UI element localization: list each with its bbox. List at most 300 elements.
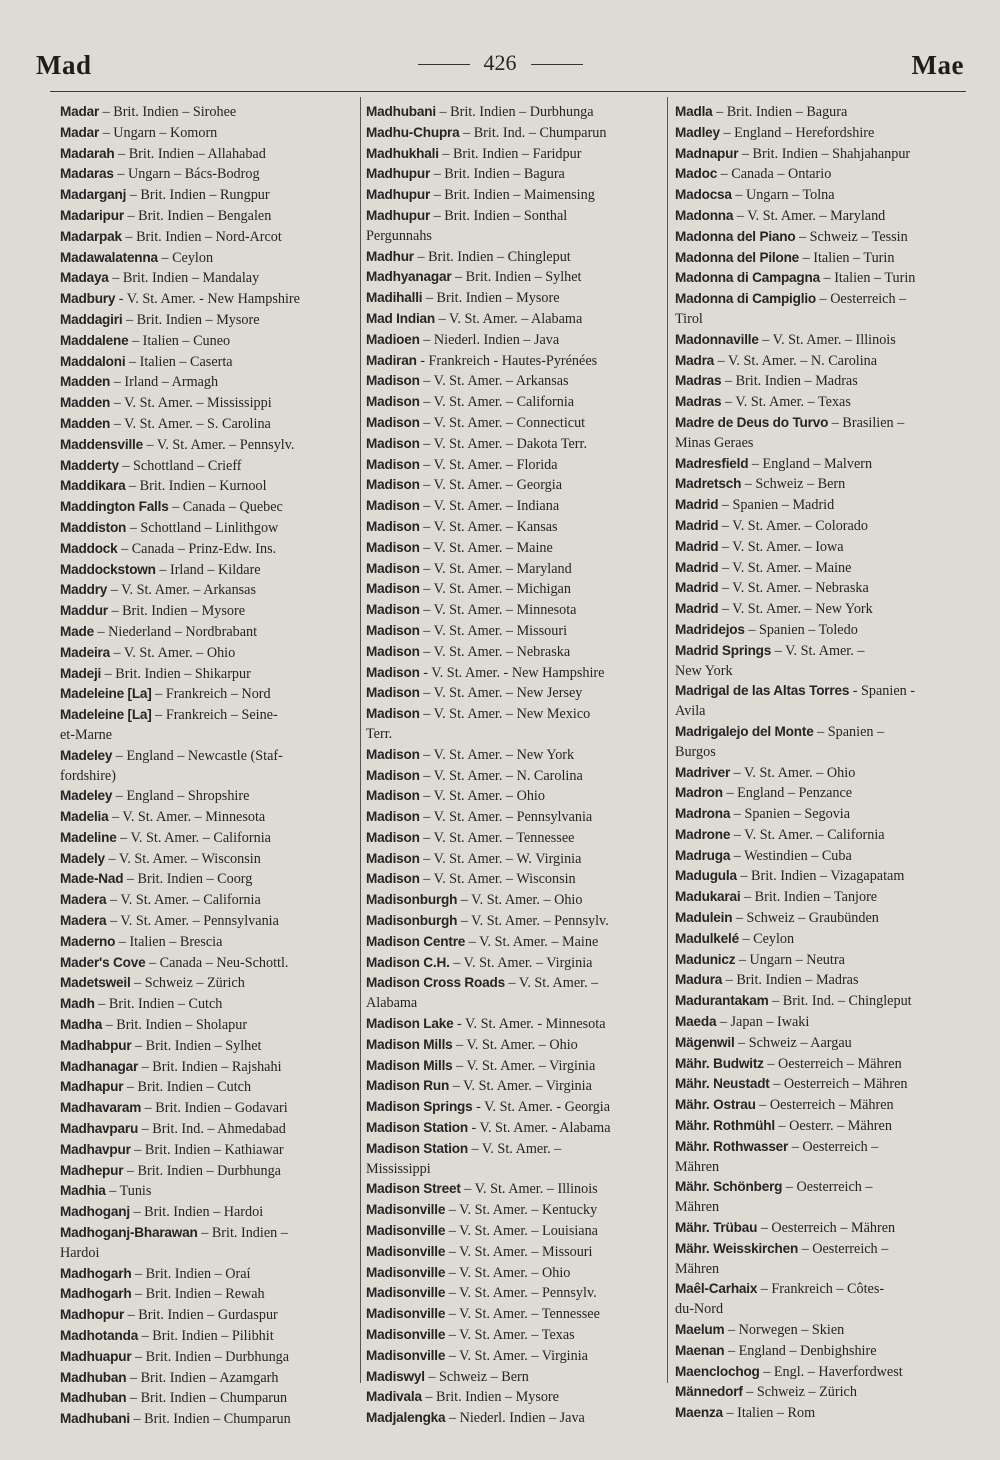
- entry-location: – V. St. Amer. – Illinois: [460, 1181, 598, 1198]
- entry-location: - V. St. Amer. - Minnesota: [453, 1016, 606, 1033]
- gazetteer-entry: [60, 289, 356, 310]
- gazetteer-entry: [366, 932, 662, 953]
- entry-location: – Oesterreich – Mähren: [755, 1097, 894, 1114]
- entry-headword: Madarah: [60, 145, 115, 161]
- entry-headword: Madison: [366, 706, 420, 722]
- entry-headword: Madriver: [675, 764, 731, 780]
- entry-location: – Italien – Turin: [820, 270, 916, 287]
- entry-headword: Madison: [366, 746, 420, 762]
- entry-location: – Brit. Indien –: [197, 1225, 288, 1242]
- gazetteer-entry: [675, 1137, 971, 1178]
- entry-location: – V. St. Amer. – Pennsylv.: [445, 1285, 597, 1302]
- gazetteer-entry: [675, 1054, 971, 1075]
- entry-headword: Mähr. Trübau: [675, 1220, 758, 1236]
- gazetteer-entry: [675, 722, 971, 763]
- entry-headword: Madra: [675, 352, 715, 368]
- entry-headword: Mader's Cove: [60, 954, 146, 970]
- entry-location: – V. St. Amer. – Ohio: [109, 644, 236, 661]
- entry-location: – V. St. Amer. – Mississippi: [110, 395, 272, 412]
- entry-location: – Oesterreich –: [816, 291, 907, 308]
- entry-headword: Madisonburgh: [366, 913, 458, 929]
- gazetteer-entry: [60, 227, 356, 248]
- entry-headword: Madura: [675, 972, 723, 988]
- entry-location: – Oesterreich –: [782, 1179, 873, 1196]
- entry-headword: Madison C.H.: [366, 954, 450, 970]
- entry-location: – Canada – Neu-Schottl.: [145, 954, 289, 971]
- entry-location: – Brit. Indien – Durbhunga: [123, 1162, 281, 1179]
- gazetteer-entry: [60, 807, 356, 828]
- entry-headword: Madison: [366, 456, 420, 472]
- gazetteer-entry: [60, 1368, 356, 1389]
- entry-location: – V. St. Amer. – New Mexico: [419, 706, 591, 723]
- entry-headword: Made-Nad: [60, 871, 124, 887]
- entry-headword: Madhogarh: [60, 1286, 132, 1302]
- entry-location: – Brit. Indien – Pilibhit: [138, 1328, 274, 1345]
- gazetteer-entry: [366, 745, 662, 766]
- entry-location: – Brit. Indien – Kurnool: [125, 478, 267, 495]
- entry-headword: Madonna del Piano: [675, 228, 796, 244]
- entry-location: – V. St. Amer. – Florida: [419, 456, 558, 473]
- gazetteer-entry: [366, 1325, 662, 1346]
- entry-headword: Madnapur: [675, 145, 739, 161]
- entry-location: – V. St. Amer. – N. Carolina: [419, 767, 583, 784]
- entry-headword: Madhepur: [60, 1162, 124, 1178]
- gazetteer-entry: [60, 1305, 356, 1326]
- entry-headword: Maddur: [60, 603, 108, 619]
- entry-location: – Brit. Indien – Tanjore: [740, 889, 878, 906]
- gazetteer-entry: [366, 642, 662, 663]
- entry-location: – Brit. Indien – Mandalay: [108, 270, 260, 287]
- entry-headword: Madison Mills: [366, 1036, 453, 1052]
- gazetteer-entry: [60, 932, 356, 953]
- gazetteer-entry: [60, 144, 356, 165]
- entry-headword: Madrid: [675, 559, 719, 575]
- entry-location: – Schweiz – Zürich: [130, 975, 245, 992]
- entry-headword: Madiran: [366, 352, 417, 368]
- gazetteer-entry: [366, 351, 662, 372]
- entry-location: – England – Denbighshire: [724, 1342, 877, 1359]
- entry-headword: Madhu-Chupra: [366, 124, 460, 140]
- entry-headword: Madhoganj: [60, 1204, 130, 1220]
- entry-headword: Madruga: [675, 847, 731, 863]
- entry-headword: Madison: [366, 685, 420, 701]
- gazetteer-entry: [675, 185, 971, 206]
- entry-location: – England – Malvern: [748, 455, 873, 472]
- gazetteer-entry: [366, 683, 662, 704]
- entry-location: – Oesterreich –: [798, 1240, 889, 1257]
- entry-headword: Madridejos: [675, 621, 745, 637]
- entry-location: – Brit. Indien – Sonthal: [430, 207, 568, 224]
- entry-location: – V. St. Amer. – Minnesota: [419, 602, 577, 619]
- entry-location: – V. St. Amer. – Virginia: [445, 1347, 588, 1364]
- gazetteer-entry: [675, 804, 971, 825]
- entry-headword: Madison: [366, 809, 420, 825]
- entry-location: – Brit. Indien – Allahabad: [114, 145, 266, 162]
- entry-continuation: du-Nord: [675, 1301, 724, 1318]
- entry-headword: Made: [60, 623, 94, 639]
- gazetteer-entry: [60, 1264, 356, 1285]
- entry-headword: Madison: [366, 394, 420, 410]
- gazetteer-entry: [60, 206, 356, 227]
- entry-location: – Niederl. Indien – Java: [419, 331, 560, 348]
- entry-headword: Männedorf: [675, 1384, 743, 1400]
- entry-headword: Madison Run: [366, 1078, 450, 1094]
- entry-headword: Madhogarh: [60, 1265, 132, 1281]
- entry-location: – Niederland – Nordbrabant: [93, 623, 258, 640]
- entry-headword: Madaya: [60, 270, 109, 286]
- gazetteer-entry: [60, 435, 356, 456]
- gazetteer-entry: [60, 1181, 356, 1202]
- entry-location: – Brit. Indien – Sirohee: [99, 104, 237, 120]
- gazetteer-entry: [60, 560, 356, 581]
- entry-headword: Maddalene: [60, 332, 129, 348]
- entry-location: – Italien – Turin: [799, 249, 895, 266]
- entry-location: – Ungarn – Bács-Bodrog: [113, 166, 260, 183]
- entry-location: – Engl. – Haverfordwest: [759, 1363, 903, 1380]
- entry-headword: Madison: [366, 414, 420, 430]
- entry-location: – Niederl. Indien – Java: [445, 1410, 585, 1427]
- entry-headword: Madhuban: [60, 1369, 127, 1385]
- entry-location: – Brit. Indien – Chumparun: [129, 1411, 291, 1428]
- entry-location: - V. St. Amer. - New Hampshire: [419, 664, 605, 681]
- entry-headword: Madre de Deus do Turvo: [675, 414, 829, 430]
- entry-headword: Madhanagar: [60, 1058, 139, 1074]
- entry-location: – Ungarn – Tolna: [731, 187, 835, 204]
- entry-headword: Madison Cross Roads: [366, 975, 505, 991]
- gazetteer-entry: [675, 413, 971, 454]
- entry-location: – Brit. Indien – Durbhunga: [131, 1348, 290, 1365]
- gazetteer-entry: [675, 1362, 971, 1383]
- gazetteer-entry: [675, 578, 971, 599]
- entry-location: – Brasilien –: [828, 414, 905, 431]
- entry-headword: Madhotanda: [60, 1328, 139, 1344]
- entry-headword: Madulkelé: [675, 930, 739, 946]
- entry-location: – V. St. Amer. – New York: [718, 601, 873, 618]
- entry-continuation: Mähren: [675, 1158, 720, 1175]
- gazetteer-entry: [366, 766, 662, 787]
- gazetteer-entry: [675, 866, 971, 887]
- gazetteer-entry: [675, 1218, 971, 1239]
- gazetteer-entry: [675, 1095, 971, 1116]
- entry-headword: Madhabpur: [60, 1037, 132, 1053]
- entry-headword: Maddiston: [60, 519, 127, 535]
- entry-headword: Madison: [366, 435, 420, 451]
- entry-headword: Madely: [60, 850, 105, 866]
- entry-headword: Maddock: [60, 540, 118, 556]
- gazetteer-entry: [366, 1076, 662, 1097]
- entry-location: – Oesterreich – Mähren: [757, 1220, 896, 1237]
- entry-headword: Madeley: [60, 747, 113, 763]
- entry-headword: Madarpak: [60, 228, 122, 244]
- entry-headword: Madrid: [675, 601, 719, 617]
- gazetteer-entry: [675, 206, 971, 227]
- entry-location: – Brit. Indien – Shikarpur: [101, 665, 251, 682]
- gazetteer-entry: [675, 991, 971, 1012]
- entry-location: – Schweiz – Aargau: [734, 1034, 852, 1051]
- entry-headword: Madrigal de las Altas Torres: [675, 683, 850, 699]
- entry-headword: Madhuban: [60, 1390, 127, 1406]
- entry-headword: Madonna: [675, 207, 734, 223]
- entry-location: – V. St. Amer. – Pennsylvania: [106, 913, 279, 930]
- entry-location: – V. St. Amer. – Iowa: [718, 538, 844, 555]
- entry-headword: Madulein: [675, 910, 733, 926]
- gazetteer-entry: [60, 268, 356, 289]
- column-3: [675, 102, 971, 1424]
- gazetteer-entry: [366, 392, 662, 413]
- entry-headword: Madurantakam: [675, 993, 769, 1009]
- entry-continuation: Pergunnahs: [366, 227, 432, 244]
- entry-headword: Madugula: [675, 868, 737, 884]
- entry-headword: Madeley: [60, 788, 113, 804]
- gazetteer-entry: [60, 456, 356, 477]
- gazetteer-entry: [60, 331, 356, 352]
- gazetteer-entry: [366, 1097, 662, 1118]
- entry-location: – Brit. Indien – Cutch: [123, 1079, 252, 1096]
- gazetteer-entry: [366, 1200, 662, 1221]
- gazetteer-entry: [366, 309, 662, 330]
- gazetteer-entry: [675, 846, 971, 867]
- entry-location: - V. St. Amer. - Alabama: [467, 1120, 611, 1137]
- entry-location: – V. St. Amer. – Virginia: [449, 954, 593, 971]
- gazetteer-entry: [366, 663, 662, 684]
- entry-headword: Mähr. Budwitz: [675, 1055, 764, 1071]
- gazetteer-entry: [675, 351, 971, 372]
- entry-location: – V. St. Amer. – New York: [419, 746, 575, 763]
- gazetteer-entry: [675, 164, 971, 185]
- entry-headword: Madoc: [675, 166, 718, 182]
- gazetteer-entry: [60, 1388, 356, 1409]
- entry-headword: Madrid: [675, 517, 719, 533]
- entry-headword: Madison: [366, 373, 420, 389]
- entry-headword: Madhoganj-Bharawan: [60, 1225, 198, 1241]
- entry-location: – V. St. Amer. – Ohio: [457, 892, 583, 909]
- gazetteer-entry: [366, 206, 662, 247]
- gazetteer-entry: [366, 517, 662, 538]
- entry-headword: Madhia: [60, 1183, 106, 1199]
- gazetteer-entry: [366, 828, 662, 849]
- entry-headword: Madonna di Campagna: [675, 270, 820, 286]
- entry-headword: Madukarai: [675, 889, 741, 905]
- entry-location: – Westindien – Cuba: [730, 847, 852, 864]
- gazetteer-entry: [675, 1239, 971, 1280]
- entry-location: – Brit. Indien – Nord-Arcot: [121, 228, 282, 245]
- entry-headword: Madetsweil: [60, 975, 131, 991]
- gazetteer-entry: [60, 1119, 356, 1140]
- entry-headword: Maddensville: [60, 436, 143, 452]
- entry-continuation: Avila: [675, 703, 706, 720]
- entry-location: – V. St. Amer. – New Jersey: [419, 685, 583, 702]
- gazetteer-entry: [675, 641, 971, 682]
- entry-location: – V. St. Amer. – Ohio: [419, 788, 545, 805]
- gazetteer-entry: [60, 643, 356, 664]
- gazetteer-entry: [60, 622, 356, 643]
- gazetteer-entry: [60, 123, 356, 144]
- header-dash-left: [418, 64, 470, 65]
- gazetteer-entry: [60, 911, 356, 932]
- entry-location: - Spanien -: [849, 683, 916, 700]
- entry-headword: Mähr. Weisskirchen: [675, 1240, 799, 1256]
- entry-headword: Madison: [366, 581, 420, 597]
- gazetteer-entry: [366, 1283, 662, 1304]
- entry-headword: Madison Lake: [366, 1016, 454, 1032]
- gazetteer-entry: [675, 268, 971, 289]
- gazetteer-entry: [366, 911, 662, 932]
- entry-location: – Schweiz – Zürich: [742, 1384, 857, 1401]
- entry-headword: Madison Street: [366, 1181, 461, 1197]
- gazetteer-entry: [675, 558, 971, 579]
- entry-headword: Madisonville: [366, 1285, 446, 1301]
- entry-location: – Spanien – Segovia: [730, 806, 851, 823]
- gazetteer-entry: [60, 684, 356, 705]
- entry-headword: Madisonville: [366, 1202, 446, 1218]
- entry-location: – Brit. Indien – Kathiawar: [130, 1141, 284, 1158]
- entry-headword: Maddockstown: [60, 561, 156, 577]
- entry-headword: Madrid: [675, 538, 719, 554]
- gazetteer-entry: [366, 1367, 662, 1388]
- entry-headword: Madhyanagar: [366, 269, 452, 285]
- entry-headword: Madley: [675, 124, 720, 140]
- entry-continuation: Tirol: [675, 310, 703, 327]
- entry-headword: Madar: [60, 104, 100, 119]
- entry-continuation: Minas Geraes: [675, 434, 754, 451]
- entry-headword: Madison Station: [366, 1120, 468, 1136]
- gazetteer-entry: [675, 371, 971, 392]
- entry-headword: Madisonville: [366, 1264, 446, 1280]
- entry-location: – Brit. Indien – Madras: [721, 373, 858, 390]
- entry-headword: Madison: [366, 602, 420, 618]
- gazetteer-entry: [60, 849, 356, 870]
- gazetteer-entry: [675, 123, 971, 144]
- entry-headword: Madh: [60, 996, 95, 1012]
- entry-headword: Madisonville: [366, 1243, 446, 1259]
- entry-headword: Madhopur: [60, 1307, 125, 1323]
- entry-location: – V. St. Amer. – Maryland: [419, 560, 572, 577]
- entry-headword: Madhavaram: [60, 1100, 142, 1116]
- column-separator: [667, 97, 668, 1383]
- entry-headword: Madras: [675, 394, 722, 410]
- entry-headword: Madeline: [60, 829, 117, 845]
- entry-location: – V. St. Amer. –: [504, 975, 599, 992]
- entry-location: – V. St. Amer. –: [771, 642, 865, 659]
- entry-headword: Madhubani: [366, 104, 436, 119]
- entry-headword: Mad Indian: [366, 310, 435, 326]
- gazetteer-entry: [675, 620, 971, 641]
- gazetteer-entry: [366, 371, 662, 392]
- entry-location: – Brit. Indien – Vizagapatam: [736, 868, 905, 885]
- entry-headword: Madison: [366, 498, 420, 514]
- entry-headword: Madera: [60, 892, 107, 908]
- gazetteer-entry: [366, 413, 662, 434]
- entry-location: – Italien – Cuneo: [128, 332, 231, 349]
- entry-location: – Brit. Indien – Sholapur: [102, 1017, 248, 1034]
- gazetteer-entry: [675, 599, 971, 620]
- entry-location: – Italien – Rom: [722, 1405, 816, 1422]
- entry-location: – Schweiz – Bern: [424, 1368, 529, 1385]
- gazetteer-entry: [366, 123, 662, 144]
- entry-headword: Madisonville: [366, 1347, 446, 1363]
- entry-location: – Brit. Indien – Chumparun: [126, 1390, 288, 1407]
- column-separator: [360, 97, 361, 1383]
- entry-location: – Schweiz – Tessin: [795, 228, 908, 245]
- gazetteer-entry: [366, 1221, 662, 1242]
- gazetteer-entry: [675, 392, 971, 413]
- entry-headword: Madha: [60, 1017, 103, 1033]
- gazetteer-entry: [366, 185, 662, 206]
- entry-location: – Brit. Indien – Faridpur: [438, 145, 582, 162]
- gazetteer-entry: [366, 455, 662, 476]
- entry-headword: Madison: [366, 850, 420, 866]
- gazetteer-entry: [60, 828, 356, 849]
- page-number: 426: [483, 50, 517, 75]
- entry-location: – Ceylon: [738, 930, 795, 947]
- header-dash-right: [531, 64, 583, 65]
- entry-headword: Madioen: [366, 331, 420, 347]
- entry-location: - V. St. Amer. - New Hampshire: [115, 291, 300, 308]
- entry-headword: Maddington Falls: [60, 499, 169, 515]
- entry-location: – Italien – Brescia: [115, 933, 223, 950]
- entry-headword: Madison Station: [366, 1140, 468, 1156]
- gazetteer-entry: [675, 783, 971, 804]
- entry-location: – Brit. Indien – Bengalen: [123, 207, 272, 224]
- entry-headword: Madhavparu: [60, 1121, 139, 1137]
- entry-headword: Madisonburgh: [366, 892, 458, 908]
- gazetteer-entry: [366, 475, 662, 496]
- entry-headword: Madrid: [675, 497, 719, 513]
- entry-location: – Brit. Indien – Sylhet: [451, 269, 582, 286]
- entry-location: – V. St. Amer. – Virginia: [449, 1078, 592, 1095]
- entry-location: – V. St. Amer. – California: [106, 892, 261, 909]
- gazetteer-entry: [675, 681, 971, 722]
- entry-headword: Madrona: [675, 806, 731, 822]
- entry-location: – Schweiz – Graubünden: [732, 910, 879, 927]
- entry-location: – England – Shropshire: [112, 788, 250, 805]
- gazetteer-entry: [60, 1202, 356, 1223]
- gazetteer-entry: [675, 1177, 971, 1218]
- gazetteer-entry: [366, 890, 662, 911]
- entry-location: – V. St. Amer. – Pennsylv.: [457, 913, 609, 930]
- gazetteer-entry: [60, 1284, 356, 1305]
- gazetteer-entry: [366, 247, 662, 268]
- gazetteer-entry: [366, 1056, 662, 1077]
- entry-headword: Madderty: [60, 457, 119, 473]
- entry-location: – V. St. Amer. – Kentucky: [445, 1202, 598, 1219]
- entry-headword: Madrid: [675, 580, 719, 596]
- gazetteer-entry: [675, 950, 971, 971]
- entry-location: – V. St. Amer. – Maryland: [733, 207, 886, 224]
- entry-headword: Madison: [366, 622, 420, 638]
- entry-location: – Brit. Indien – Mysore: [107, 603, 246, 620]
- entry-continuation: Alabama: [366, 995, 418, 1012]
- entry-location: – V. St. Amer. – California: [116, 829, 271, 846]
- gazetteer-entry: [366, 1118, 662, 1139]
- gazetteer-entry: [366, 1014, 662, 1035]
- entry-headword: Madocsa: [675, 187, 732, 203]
- entry-location: – Brit. Indien – Rewah: [131, 1286, 265, 1303]
- entry-headword: Maenza: [675, 1405, 723, 1421]
- entry-location: – Canada – Prinz-Edw. Ins.: [117, 540, 277, 557]
- gazetteer-entry: [366, 288, 662, 309]
- entry-location: - Frankreich - Hautes-Pyrénées: [416, 352, 598, 369]
- entry-location: – England – Newcastle (Staf-: [112, 747, 283, 764]
- entry-location: – V. St. Amer. – Georgia: [419, 477, 563, 494]
- gazetteer-entry: [366, 600, 662, 621]
- gazetteer-entry: [675, 908, 971, 929]
- gazetteer-entry: [60, 185, 356, 206]
- entry-headword: Madeleine [La]: [60, 707, 152, 723]
- entry-location: – Brit. Indien – Cutch: [94, 996, 223, 1013]
- gazetteer-entry: [675, 1012, 971, 1033]
- entry-headword: Madeleine [La]: [60, 686, 152, 702]
